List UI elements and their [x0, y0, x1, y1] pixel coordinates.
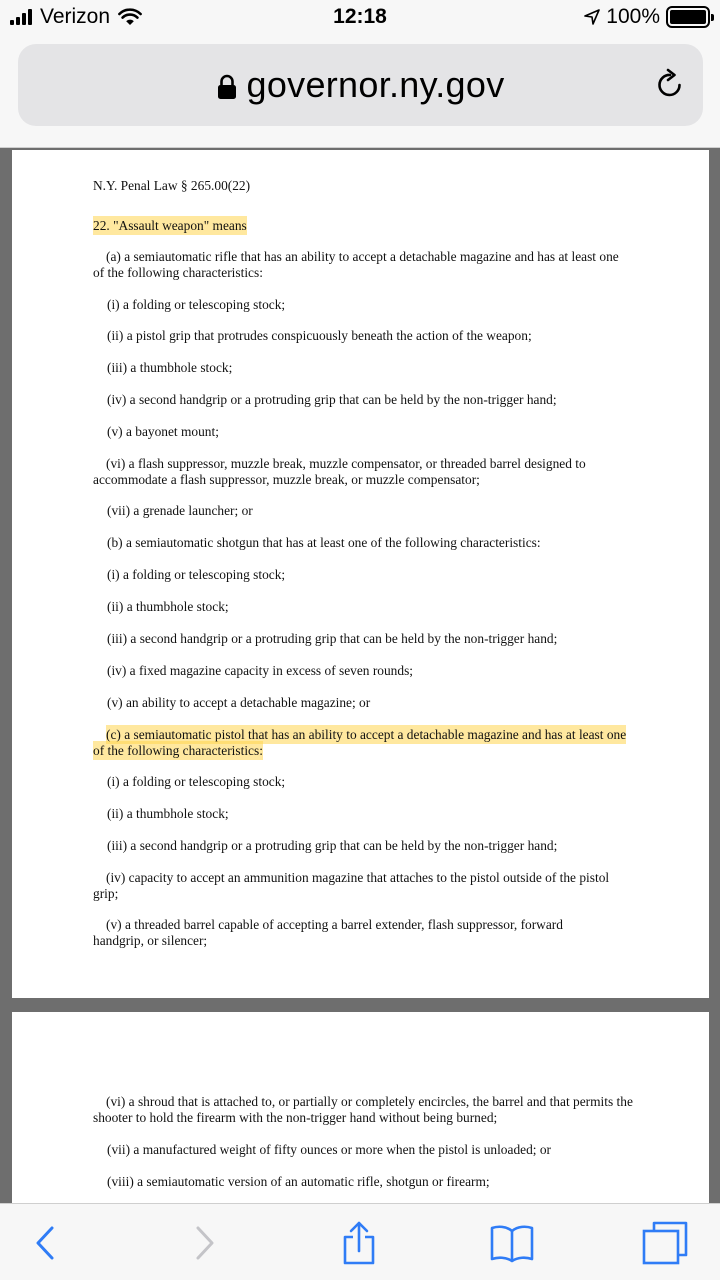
paragraph-b: (b) a semiautomatic shotgun that has at least one of the following characteristics: [107, 535, 541, 550]
c-item-iii: (iii) a second handgrip or a protruding grip that can be held by the non-trigger hand; [107, 838, 558, 853]
status-time: 12:18 [333, 5, 387, 28]
c-item-iv: (iv) capacity to accept an ammunition magazine that attaches to the pistol outside of the pistol grip; [93, 870, 610, 901]
c-item-vii: (vii) a manufactured weight of fifty ounces or more when the pistol is unloaded; or [107, 1142, 551, 1157]
address-bar[interactable] [18, 44, 703, 126]
a-item-iv: (iv) a second handgrip or a protruding grip that can be held by the non-trigger hand; [107, 392, 557, 407]
chevron-right-icon [194, 1225, 216, 1261]
tabs-icon [642, 1221, 688, 1265]
bottom-toolbar [0, 1203, 720, 1280]
a-item-vii: (vii) a grenade launcher; or [107, 503, 253, 518]
url-text: governor.ny.gov [246, 64, 505, 105]
citation: N.Y. Penal Law § 265.00(22) [93, 178, 251, 193]
section-heading [93, 218, 247, 234]
b-item-ii: (ii) a thumbhole stock; [107, 599, 229, 614]
c-item-ii: (ii) a thumbhole stock; [107, 806, 229, 821]
a-item-v: (v) a bayonet mount; [107, 424, 219, 439]
address-bar-area [0, 36, 720, 148]
location-arrow-icon [584, 9, 600, 25]
b-item-i: (i) a folding or telescoping stock; [107, 567, 286, 582]
forward-button[interactable] [180, 1220, 230, 1266]
lock-icon [217, 74, 237, 100]
b-item-iii: (iii) a second handgrip or a protruding grip that can be held by the non-trigger hand; [107, 631, 558, 646]
bookmarks-button[interactable] [487, 1220, 537, 1266]
a-item-iii: (iii) a thumbhole stock; [107, 360, 233, 375]
a-item-vi: (vi) a flash suppressor, muzzle break, muzzle compensator, or threaded barrel designed to accommodate a flash suppressor, muzzle break, or muzzle compensator; [93, 456, 586, 487]
back-button[interactable] [20, 1220, 70, 1266]
a-item-ii: (ii) a pistol grip that protrudes conspicuously beneath the action of the weapon; [107, 328, 532, 343]
c-item-i: (i) a folding or telescoping stock; [107, 774, 286, 789]
b-item-iv: (iv) a fixed magazine capacity in excess of seven rounds; [107, 663, 414, 678]
status-right [584, 5, 710, 29]
reload-icon[interactable] [655, 68, 685, 100]
battery-icon [666, 6, 710, 28]
tabs-button[interactable] [640, 1220, 690, 1266]
document-page-1 [12, 150, 709, 998]
status-bar [0, 0, 720, 36]
c-item-viii: (viii) a semiautomatic version of an automatic rifle, shotgun or firearm; [107, 1174, 490, 1189]
highlighted-paragraph-c: (c) a semiautomatic pistol that has an ability to accept a detachable magazine and has at least one of the following characteristics: [93, 727, 627, 758]
battery-percentage: 100% [606, 5, 660, 28]
document-page-2 [12, 1012, 709, 1212]
url-display[interactable] [18, 64, 703, 106]
paragraph-a: (a) a semiautomatic rifle that has an ability to accept a detachable magazine and has at least one of the following characteristics: [93, 249, 619, 280]
share-button[interactable] [334, 1220, 384, 1266]
b-item-v: (v) an ability to accept a detachable magazine; or [107, 695, 371, 710]
paragraph-c [93, 727, 638, 759]
carrier-name: Verizon [40, 5, 111, 28]
share-icon [341, 1221, 377, 1265]
chevron-left-icon [34, 1225, 56, 1261]
c-item-v: (v) a threaded barrel capable of accepting a barrel extender, flash suppressor, forward handgrip, or silencer; [93, 917, 563, 948]
battery-level [670, 10, 706, 24]
c-item-vi: (vi) a shroud that is attached to, or partially or completely encircles, the barrel and that permits the shooter to hold the firearm with the non-trigger hand without being burned; [93, 1094, 633, 1125]
highlighted-heading: 22. "Assault weapon" means [93, 218, 247, 233]
a-item-i: (i) a folding or telescoping stock; [107, 297, 286, 312]
book-icon [489, 1223, 535, 1263]
